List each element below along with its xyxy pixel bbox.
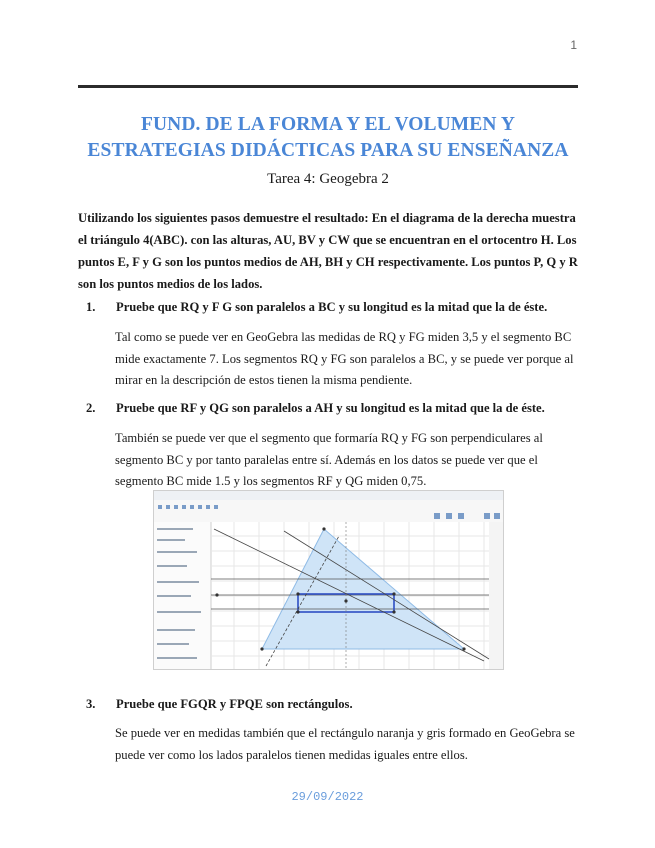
item-3-heading: [86, 697, 353, 712]
item-3-heading-text: Pruebe que FGQR y FPQE son rectángulos.: [116, 697, 353, 711]
title-line-1: FUND. DE LA FORMA Y EL VOLUMEN Y: [140, 114, 516, 135]
footer-date: 29/09/2022: [291, 790, 364, 804]
item-1-heading: [86, 300, 547, 315]
item-1-heading-text: Pruebe que RQ y F G son paralelos a BC y su longitud es la mitad que la de éste.: [116, 300, 548, 314]
item-2-body: También se puede ver que el segmento que formaría RQ y FG son perpendiculares al segmento BC y por tanto paralelas entre sí. Además en los datos se puede ver que el segmento BC mide 1.5 y los segmentos RF y QG miden 0,75.: [115, 431, 543, 488]
document-title: [60, 112, 596, 164]
geogebra-screenshot: [153, 490, 504, 670]
item-2-heading-text: Pruebe que RF y QG son paralelos a AH y su longitud es la mitad que la de éste.: [116, 401, 545, 415]
item-1-number: 1.: [86, 300, 96, 314]
item-3-body: Se puede ver en medidas también que el rectángulo naranja y gris formado en GeoGebra se puede ver como los lados paralelos tienen medidas iguales entre ellos.: [115, 726, 575, 762]
item-2-number: 2.: [86, 401, 96, 415]
page-number: 1: [570, 38, 577, 52]
item-2-heading: [86, 401, 545, 416]
geogebra-figure: [154, 491, 503, 669]
item-1-body: Tal como se puede ver en GeoGebra las medidas de RQ y FG miden 3,5 y el segmento BC mide exactamente 7. Los segmentos RQ y FG son paralelos a BC, y se puede ver porque al mirar en la descripción de estos tienen la misma pendiente.: [115, 330, 574, 387]
title-line-2: ESTRATEGIAS DIDÁCTICAS PARA SU ENSEÑANZA: [87, 140, 569, 161]
gg-titlebar: [154, 491, 503, 500]
item-3-number: 3.: [86, 697, 96, 711]
intro-paragraph: Utilizando los siguientes pasos demuestre el resultado: En el diagrama de la derecha muestra el triángulo 4(ABC). con las alturas, AU, BV y CW que se encuentran en el ortocentro H. Los puntos E, F y G son los puntos medios de AH, BH y CH respectivamente. Los puntos P, Q y R son los puntos medios de los lados.: [78, 211, 578, 291]
gg-style-bar: [489, 522, 503, 669]
document-subtitle: Tarea 4: Geogebra 2: [267, 171, 389, 187]
header-rule: [78, 85, 578, 88]
